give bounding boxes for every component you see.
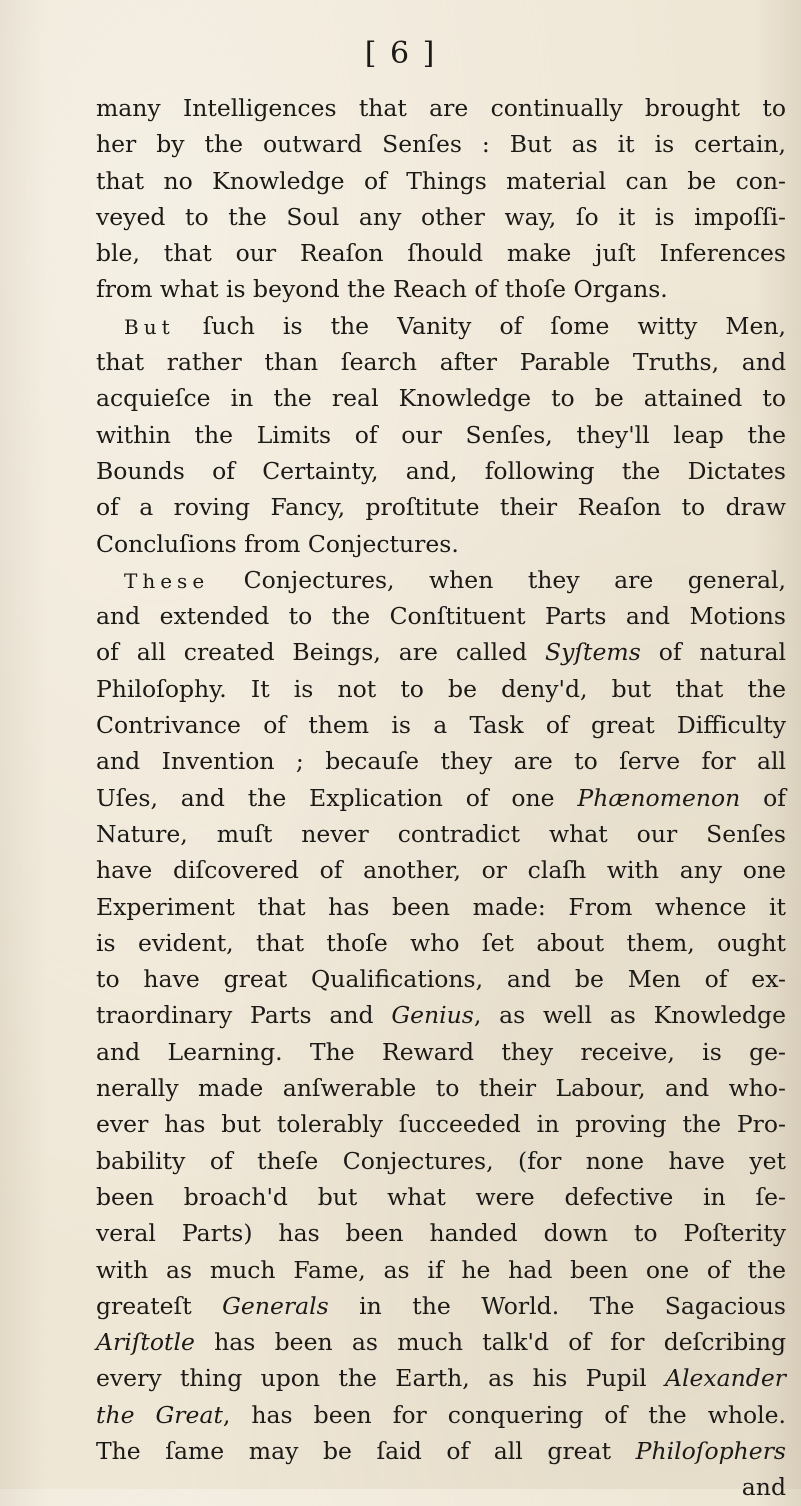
text-line: [96, 1397, 786, 1433]
italic-term: Generals: [222, 1291, 329, 1320]
italic-term: Philoſophers: [635, 1436, 786, 1465]
text-line: from what is beyond the Reach of thoſe Organs.: [96, 275, 668, 304]
line-text: every thing upon the Earth, as his Pupil: [96, 1364, 666, 1393]
text-line: of a roving Fancy, proſtitute their Reaſon to draw: [96, 493, 786, 522]
text-line: that no Knowledge of Things material can be con-: [96, 166, 786, 195]
text-line: and Learning. The Reward they receive, is ge-: [96, 1037, 786, 1066]
italic-term: Syſtems: [544, 638, 641, 667]
line-text: Uſes, and the Explication of one: [96, 783, 578, 812]
line-text: , has been for conquering of the whole.: [222, 1400, 787, 1429]
text-line: Concluſions from Conjectures.: [96, 529, 459, 558]
line-text: The ſame may be ſaid of all great: [96, 1436, 636, 1465]
text-line: veral Parts) has been handed down to Poſterity: [96, 1219, 786, 1248]
line-text: ſuch is the Vanity of ſome witty Men,: [174, 311, 786, 340]
text-line: and extended to the Conſtituent Parts and Motions: [96, 602, 786, 631]
line-text: has been as much talk'd of for deſcribing: [194, 1328, 786, 1357]
text-line: ever has but tolerably ſucceeded in proving the Pro-: [96, 1110, 786, 1139]
text-line: been broach'd but what were defective in ſe-: [96, 1182, 786, 1211]
italic-term: the Great: [96, 1400, 223, 1429]
text-line: [96, 780, 786, 816]
body-text: [96, 90, 786, 1506]
text-line: [96, 1324, 786, 1360]
text-line: that rather than ſearch after Parable Truths, and: [96, 348, 786, 377]
text-line: and Invention ; becauſe they are to ſerve for all: [96, 747, 786, 776]
text-line: to have great Qualifications, and be Men of ex-: [96, 965, 786, 994]
line-text: , as well as Knowledge: [473, 1001, 786, 1030]
text-line: many Intelligences that are continually brought to: [96, 94, 786, 122]
line-text: in the World. The Sagacious: [328, 1291, 786, 1320]
italic-term: Genius: [391, 1001, 474, 1030]
text-line: Nature, muſt never contradict what our Senſes: [96, 819, 786, 848]
text-line: Bounds of Certainty, and, following the Dictates: [96, 456, 786, 485]
paragraph-lead: These: [124, 568, 210, 593]
text-line: Philoſophy. It is not to be deny'd, but that the: [96, 674, 786, 703]
line-text: traordinary Parts and: [96, 1001, 392, 1030]
italic-term: Alexander: [665, 1364, 786, 1393]
line-text: of all created Beings, are called: [96, 638, 545, 667]
text-line: Experiment that has been made: From whence it: [96, 892, 786, 921]
text-line: nerally made anſwerable to their Labour, and who-: [96, 1074, 786, 1103]
catchword: and: [741, 1473, 786, 1502]
text-line: [96, 308, 786, 344]
italic-term: Phænomenon: [577, 783, 741, 812]
text-line: her by the outward Senſes : But as it is certain,: [96, 130, 786, 159]
line-text: of natural: [640, 638, 786, 667]
italic-term: Ariſtotle: [96, 1328, 195, 1357]
text-line: [96, 562, 786, 598]
text-line: have diſcovered of another, or claſh with any one: [96, 856, 786, 885]
text-line: [96, 997, 786, 1033]
text-line: within the Limits of our Senſes, they'll leap the: [96, 420, 786, 449]
text-line: ble, that our Reaſon ſhould make juſt Inferences: [96, 239, 786, 268]
text-line: with as much Fame, as if he had been one of the: [96, 1255, 786, 1284]
text-line: acquieſce in the real Knowledge to be attained to: [96, 384, 786, 413]
line-text: greateſt: [96, 1291, 223, 1320]
text-line: [96, 634, 786, 670]
paragraph-lead: But: [124, 314, 175, 339]
text-line: [96, 1288, 786, 1324]
text-line: is evident, that thoſe who ſet about them, ought: [96, 928, 786, 957]
line-text: of: [740, 783, 786, 812]
text-line: Contrivance of them is a Task of great Difficulty: [96, 711, 786, 740]
text-line: [96, 1433, 786, 1469]
text-line: bability of theſe Conjectures, (for none have yet: [96, 1146, 786, 1175]
text-line: [96, 1360, 786, 1396]
text-line: veyed to the Soul any other way, ſo it is impoſſi-: [96, 202, 786, 231]
line-text: Conjectures, when they are general,: [209, 565, 786, 594]
page-number: [ 6 ]: [364, 36, 437, 71]
